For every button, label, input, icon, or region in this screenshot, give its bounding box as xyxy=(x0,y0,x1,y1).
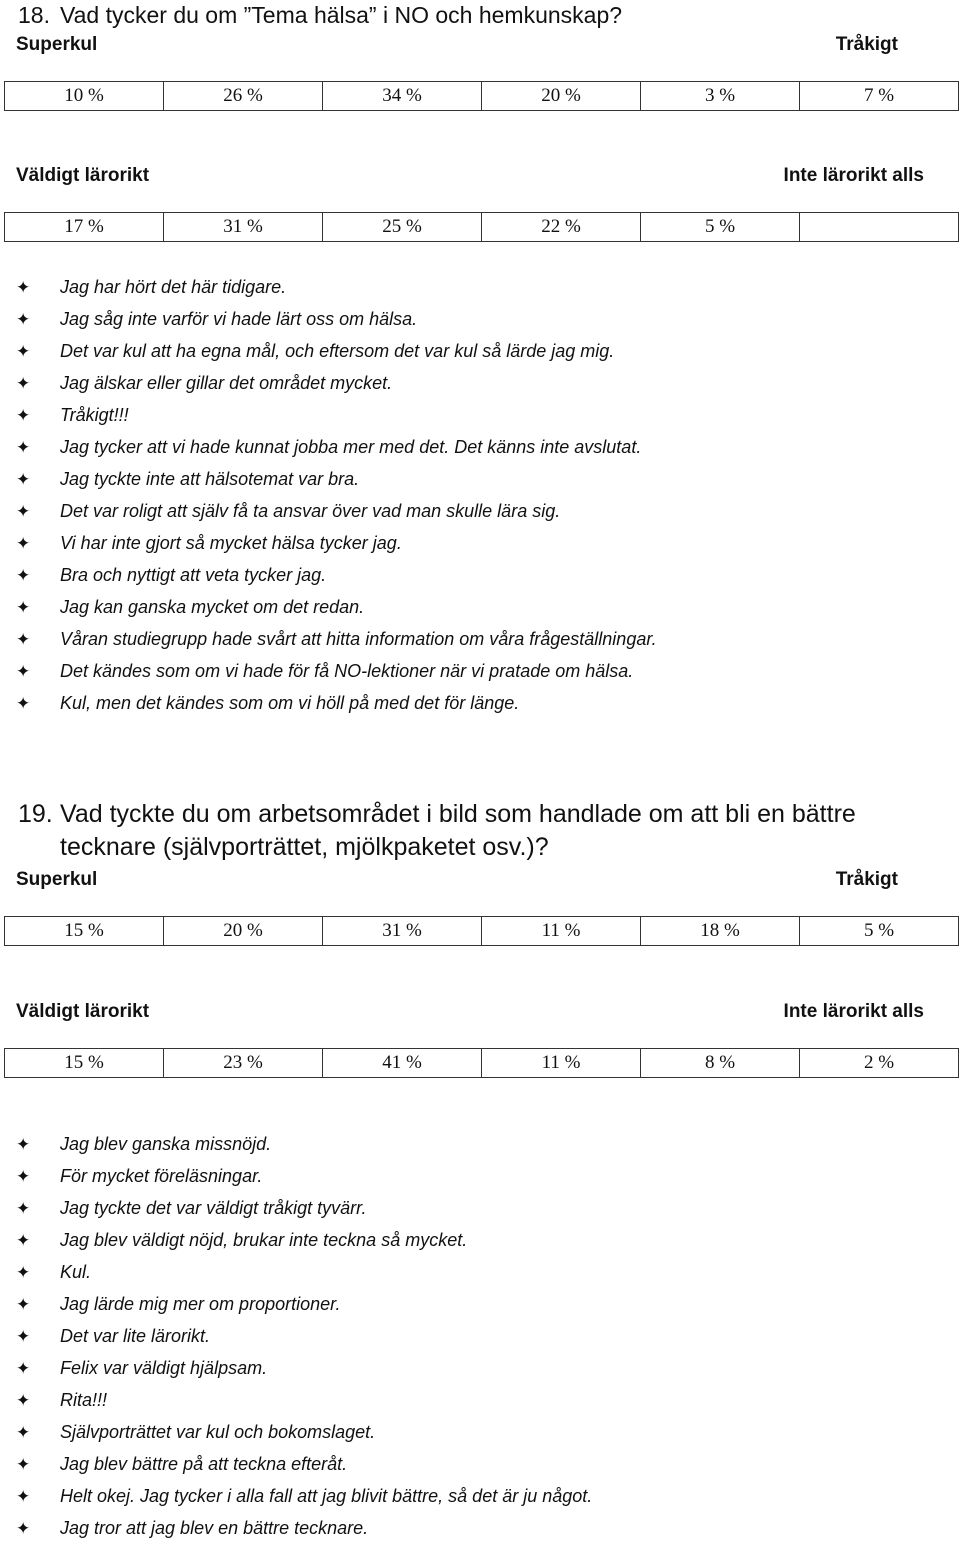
scale-cell: 41 % xyxy=(323,1049,482,1078)
scale-right-label: Inte lärorikt alls xyxy=(783,1001,924,1022)
list-item: ✦ Jag tror att jag blev en bättre tecknare. xyxy=(16,1512,592,1544)
scale-cell: 20 % xyxy=(482,82,641,111)
scale-cell: 8 % xyxy=(641,1049,800,1078)
scale-cell: 31 % xyxy=(164,213,323,242)
list-item: ✦ Jag tyckte det var väldigt tråkigt tyvärr. xyxy=(16,1192,592,1224)
four-pointed-star-icon: ✦ xyxy=(16,1391,31,1411)
four-pointed-star-icon: ✦ xyxy=(16,310,31,330)
list-item: ✦ Det var kul att ha egna mål, och eftersom det var kul så lärde jag mig. xyxy=(16,335,657,367)
scale-cell: 2 % xyxy=(800,1049,959,1078)
scale-cell: 11 % xyxy=(482,917,641,946)
scale-left-label: Superkul xyxy=(16,869,98,890)
four-pointed-star-icon: ✦ xyxy=(16,438,31,458)
question-text: Vad tycker du om ”Tema hälsa” i NO och hemkunskap? xyxy=(60,2,623,28)
scale-cell: 5 % xyxy=(800,917,959,946)
four-pointed-star-icon: ✦ xyxy=(16,1135,31,1155)
comment-list-19 xyxy=(16,1128,592,1544)
list-item: ✦ Det var roligt att själv få ta ansvar över vad man skulle lära sig. xyxy=(16,495,657,527)
question-number: 18. xyxy=(18,2,50,28)
scale-cell: 5 % xyxy=(641,213,800,242)
comment-list-18 xyxy=(16,271,657,719)
list-item: ✦ Felix var väldigt hjälpsam. xyxy=(16,1352,592,1384)
four-pointed-star-icon: ✦ xyxy=(16,1295,31,1315)
scale-cell: 22 % xyxy=(482,213,641,242)
scale-right-label: Tråkigt xyxy=(835,34,898,55)
question-number: 19. xyxy=(18,800,53,828)
four-pointed-star-icon: ✦ xyxy=(16,342,31,362)
scale-right-label: Tråkigt xyxy=(835,869,898,890)
question-text-continued: tecknare (självporträttet, mjölkpaketet osv.)? xyxy=(60,833,549,861)
list-item: ✦ Kul. xyxy=(16,1256,592,1288)
four-pointed-star-icon: ✦ xyxy=(16,598,31,618)
list-item: ✦ Jag lärde mig mer om proportioner. xyxy=(16,1288,592,1320)
list-item: ✦ Vi har inte gjort så mycket hälsa tycker jag. xyxy=(16,527,657,559)
scale-cell: 7 % xyxy=(800,82,959,111)
scale-cell: 18 % xyxy=(641,917,800,946)
four-pointed-star-icon: ✦ xyxy=(16,1423,31,1443)
scale-cell: 11 % xyxy=(482,1049,641,1078)
list-item: ✦ Våran studiegrupp hade svårt att hitta information om våra frågeställningar. xyxy=(16,623,657,655)
scale-cell: 10 % xyxy=(5,82,164,111)
four-pointed-star-icon: ✦ xyxy=(16,502,31,522)
rating-scale-fun xyxy=(4,916,959,946)
list-item: ✦ Jag har hört det här tidigare. xyxy=(16,271,657,303)
four-pointed-star-icon: ✦ xyxy=(16,534,31,554)
list-item: ✦ Det kändes som om vi hade för få NO-lektioner när vi pratade om hälsa. xyxy=(16,655,657,687)
scale-cell: 25 % xyxy=(323,213,482,242)
scale-left-label: Väldigt lärorikt xyxy=(16,1001,150,1022)
scale-cell: 34 % xyxy=(323,82,482,111)
four-pointed-star-icon: ✦ xyxy=(16,566,31,586)
four-pointed-star-icon: ✦ xyxy=(16,1231,31,1251)
list-item: ✦ Jag blev väldigt nöjd, brukar inte teckna så mycket. xyxy=(16,1224,592,1256)
four-pointed-star-icon: ✦ xyxy=(16,1455,31,1475)
four-pointed-star-icon: ✦ xyxy=(16,694,31,714)
scale-left-label: Väldigt lärorikt xyxy=(16,165,150,186)
list-item: ✦ Jag tycker att vi hade kunnat jobba mer med det. Det känns inte avslutat. xyxy=(16,431,657,463)
scale-cell: 15 % xyxy=(5,917,164,946)
four-pointed-star-icon: ✦ xyxy=(16,470,31,490)
scale-cell: 17 % xyxy=(5,213,164,242)
list-item: ✦ Bra och nyttigt att veta tycker jag. xyxy=(16,559,657,591)
four-pointed-star-icon: ✦ xyxy=(16,630,31,650)
list-item: ✦ Jag älskar eller gillar det området mycket. xyxy=(16,367,657,399)
four-pointed-star-icon: ✦ xyxy=(16,1359,31,1379)
list-item: ✦ Jag kan ganska mycket om det redan. xyxy=(16,591,657,623)
list-item: ✦ Självporträttet var kul och bokomslaget. xyxy=(16,1416,592,1448)
four-pointed-star-icon: ✦ xyxy=(16,1519,31,1539)
scale-left-label: Superkul xyxy=(16,34,98,55)
four-pointed-star-icon: ✦ xyxy=(16,1327,31,1347)
four-pointed-star-icon: ✦ xyxy=(16,662,31,682)
four-pointed-star-icon: ✦ xyxy=(16,374,31,394)
question-text: Vad tyckte du om arbetsområdet i bild som handlade om att bli en bättre xyxy=(60,800,856,828)
scale-cell: 15 % xyxy=(5,1049,164,1078)
list-item: ✦ För mycket föreläsningar. xyxy=(16,1160,592,1192)
four-pointed-star-icon: ✦ xyxy=(16,1167,31,1187)
list-item: ✦ Kul, men det kändes som om vi höll på med det för länge. xyxy=(16,687,657,719)
list-item: ✦ Jag såg inte varför vi hade lärt oss om hälsa. xyxy=(16,303,657,335)
question-19-title xyxy=(18,798,856,864)
four-pointed-star-icon: ✦ xyxy=(16,1199,31,1219)
question-18-title xyxy=(18,0,622,30)
four-pointed-star-icon: ✦ xyxy=(16,406,31,426)
scale-cell: 20 % xyxy=(164,917,323,946)
four-pointed-star-icon: ✦ xyxy=(16,278,31,298)
list-item: ✦ Det var lite lärorikt. xyxy=(16,1320,592,1352)
rating-scale-fun xyxy=(4,81,959,111)
scale-cell xyxy=(800,213,959,242)
four-pointed-star-icon: ✦ xyxy=(16,1263,31,1283)
list-item: ✦ Jag blev bättre på att teckna efteråt. xyxy=(16,1448,592,1480)
list-item: ✦ Jag tyckte inte att hälsotemat var bra. xyxy=(16,463,657,495)
scale-right-label: Inte lärorikt alls xyxy=(783,165,924,186)
scale-cell: 31 % xyxy=(323,917,482,946)
scale-cell: 23 % xyxy=(164,1049,323,1078)
list-item: ✦ Jag blev ganska missnöjd. xyxy=(16,1128,592,1160)
scale-cell: 26 % xyxy=(164,82,323,111)
list-item: ✦ Helt okej. Jag tycker i alla fall att jag blivit bättre, så det är ju något. xyxy=(16,1480,592,1512)
rating-scale-educational xyxy=(4,212,959,242)
list-item: ✦ Rita!!! xyxy=(16,1384,592,1416)
scale-cell: 3 % xyxy=(641,82,800,111)
four-pointed-star-icon: ✦ xyxy=(16,1487,31,1507)
rating-scale-educational xyxy=(4,1048,959,1078)
list-item: ✦ Tråkigt!!! xyxy=(16,399,657,431)
